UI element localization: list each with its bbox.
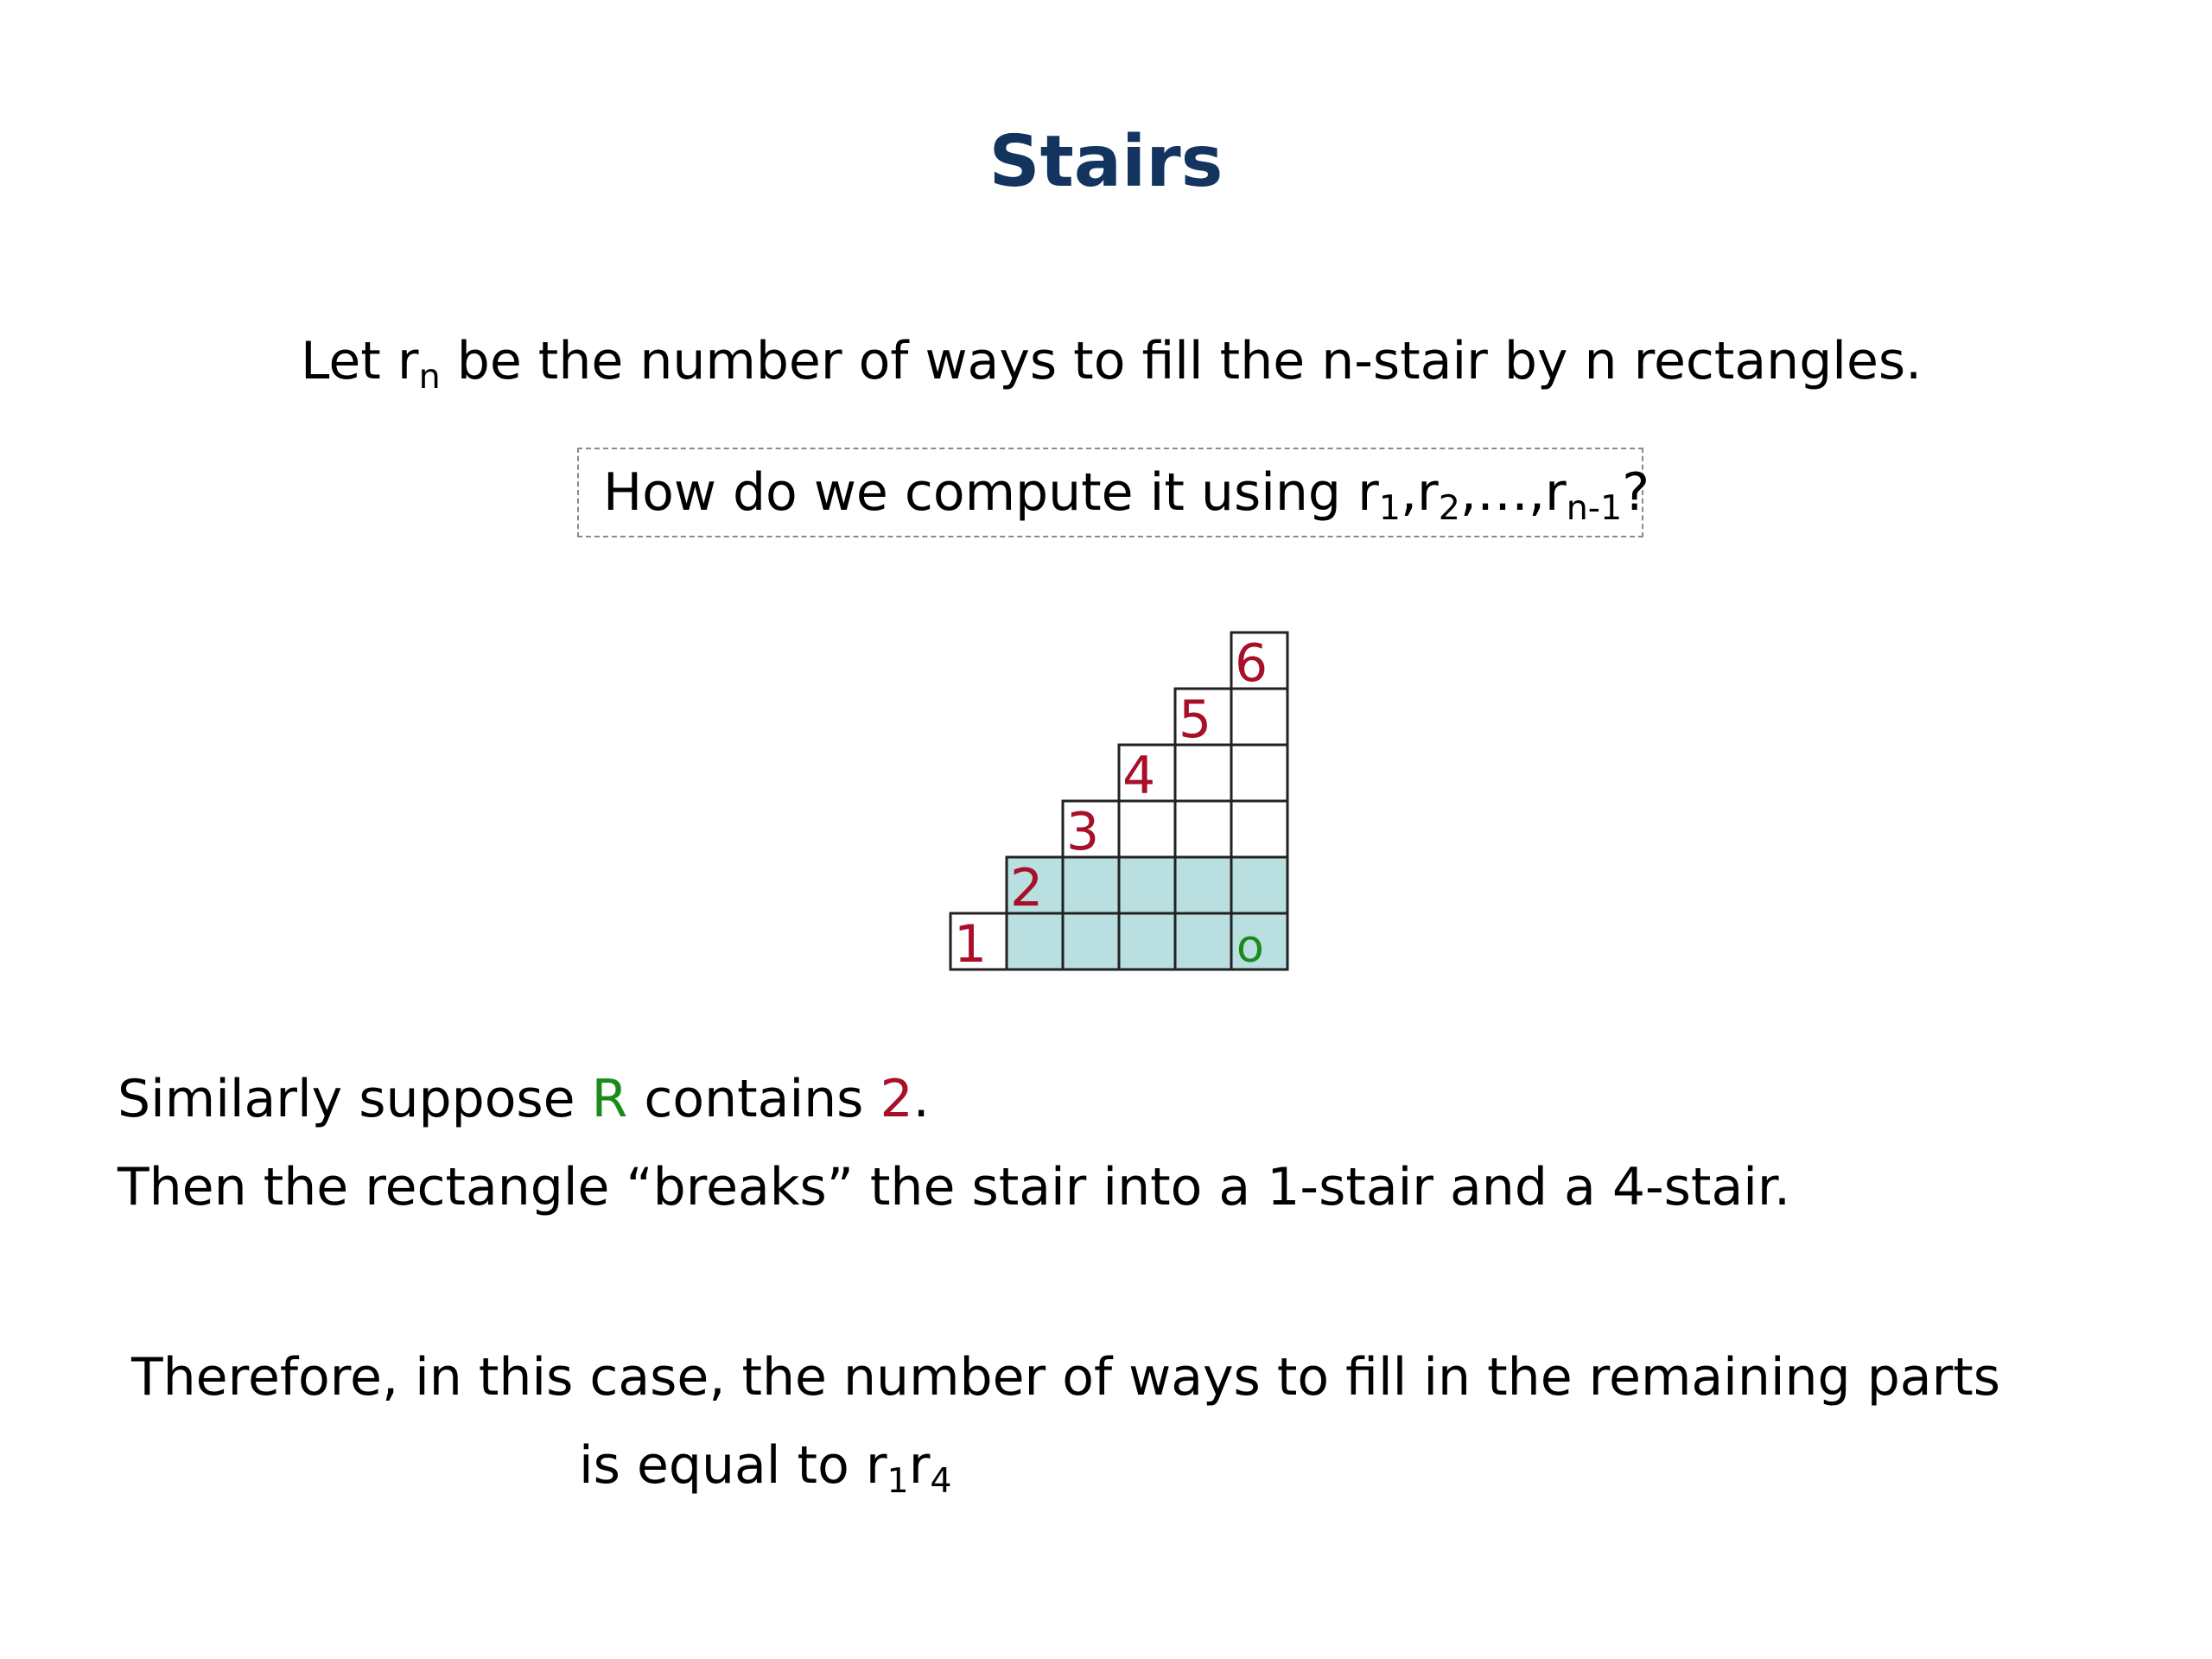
conclusion-sub-1: 1: [887, 1461, 909, 1502]
definition-prefix: Let r: [301, 331, 419, 391]
stair-cell-c5-r1: [1175, 913, 1231, 969]
stair-label-3: 3: [1066, 802, 1100, 862]
supposition-text: [118, 1069, 930, 1129]
stair-cell-c4-r1: [1119, 913, 1175, 969]
stair-label-2: 2: [1010, 858, 1044, 918]
rectangle-symbol: R: [591, 1069, 628, 1129]
stair-cell-c4-r3: [1119, 801, 1175, 857]
question-suffix: ?: [1622, 462, 1650, 523]
question-sub-3: n-1: [1566, 488, 1623, 529]
stair-cell-c5-r3: [1175, 801, 1231, 857]
stair-cell-c6-r4: [1231, 745, 1287, 801]
stair-cell-c3-r1: [1063, 913, 1119, 969]
definition-suffix: be the number of ways to fill the n-stair by n rectangles.: [440, 331, 1923, 391]
conclusion-line-1: Therefore, in this case, the number of ways to fill in the remaining parts: [131, 1347, 2001, 1408]
conclusion-line-2: [579, 1435, 952, 1502]
stair-diagram: [949, 631, 1294, 976]
stair-cell-c3-r2: [1063, 857, 1119, 913]
stair-cell-c5-r4: [1175, 745, 1231, 801]
stair-cell-c6-r3: [1231, 801, 1287, 857]
stair-label-6: 6: [1235, 633, 1268, 694]
conclusion-mid: r: [908, 1435, 931, 1496]
question-mid-1: ,r: [1400, 462, 1439, 523]
supposition-t2: contains: [627, 1069, 880, 1129]
definition-text: [301, 331, 1923, 397]
supposition-t1: Similarly suppose: [118, 1069, 592, 1129]
stair-label-4: 4: [1122, 746, 1156, 806]
corner-marker: o: [1236, 921, 1264, 973]
question-mid-2: ,…,r: [1459, 462, 1567, 523]
stair-label-5: 5: [1179, 690, 1212, 750]
stair-cell-c4-r2: [1119, 857, 1175, 913]
definition-subscript: n: [418, 357, 441, 397]
conclusion-sub-2: 4: [930, 1461, 952, 1502]
stair-cell-c6-r5: [1231, 689, 1287, 745]
slide-title: Stairs: [988, 121, 1224, 203]
question-sub-1: 1: [1378, 488, 1401, 529]
supposition-t3: .: [912, 1069, 930, 1129]
stair-cell-c6-r2: [1231, 857, 1287, 913]
conclusion-prefix: is equal to r: [579, 1435, 887, 1496]
question-prefix: How do we compute it using r: [603, 462, 1379, 523]
stair-label-1: 1: [954, 914, 988, 975]
stair-cell-c5-r2: [1175, 857, 1231, 913]
cell-number: 2: [880, 1069, 913, 1129]
question-text: [603, 462, 1650, 529]
consequence-text: Then the rectangle “breaks” the stair into a 1-stair and a 4-stair.: [118, 1157, 1791, 1217]
question-sub-2: 2: [1438, 488, 1460, 529]
stair-cell-c2-r1: [1007, 913, 1063, 969]
